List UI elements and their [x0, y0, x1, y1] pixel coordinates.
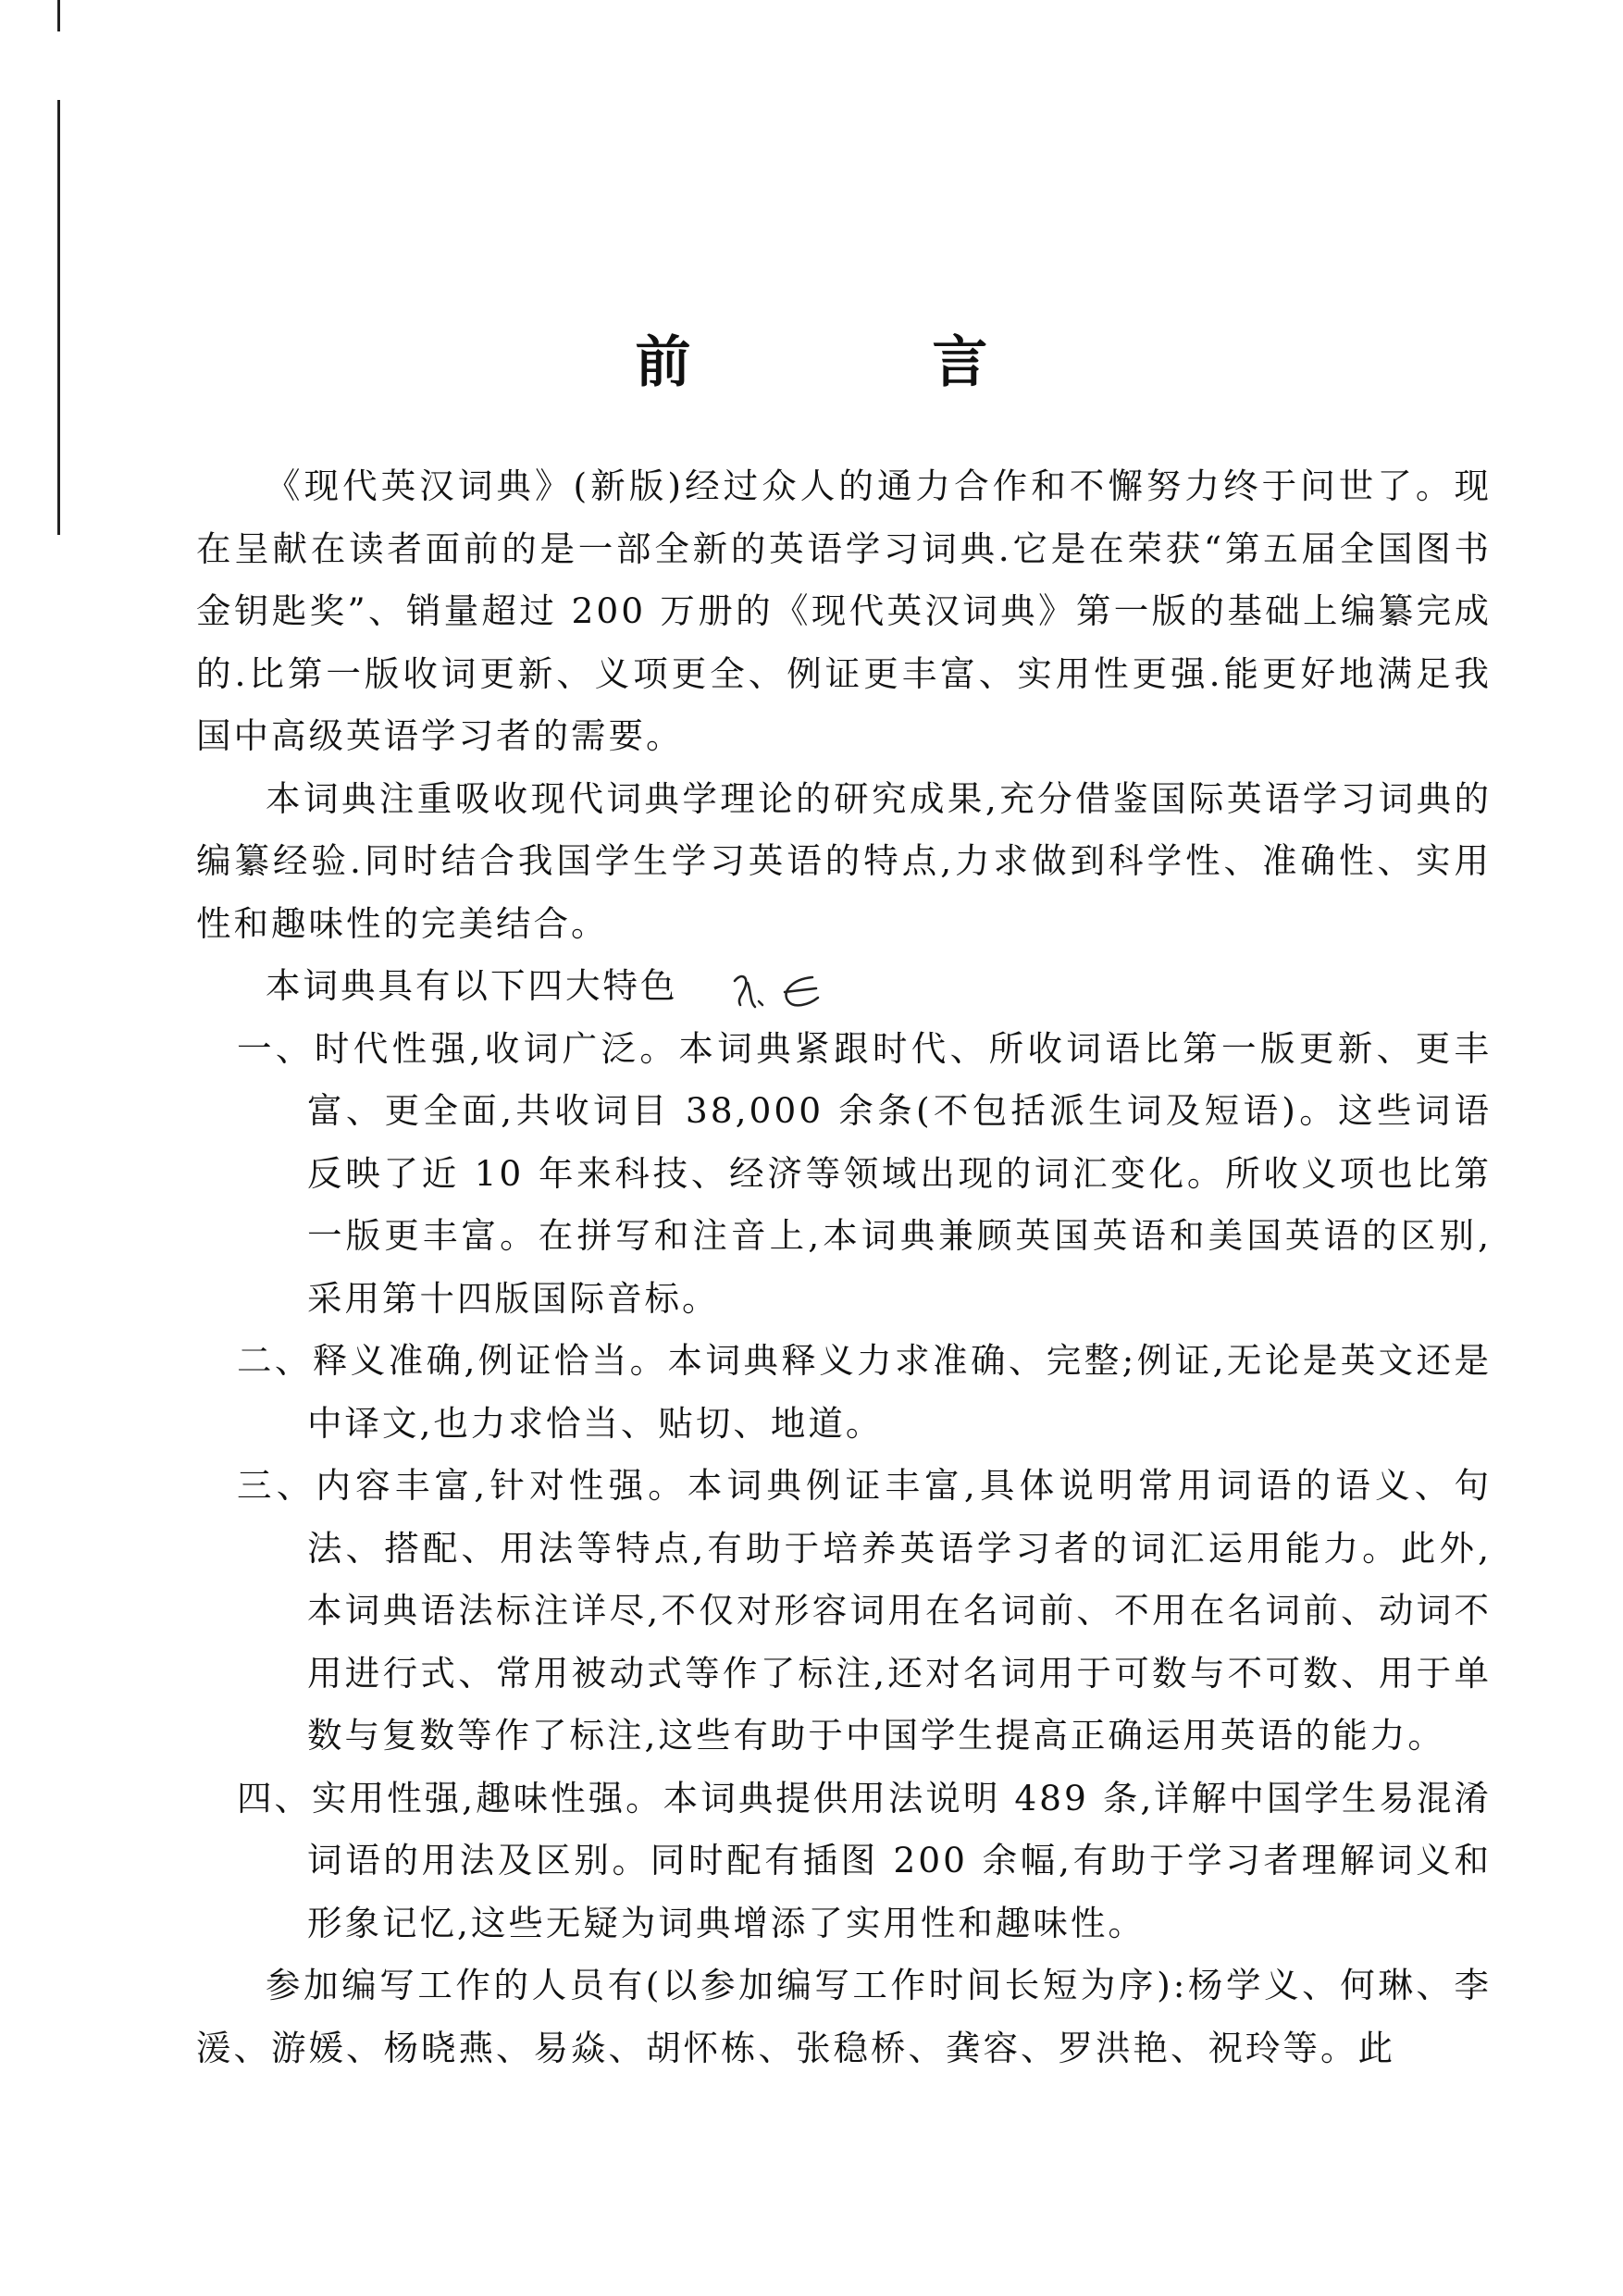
feature-item: 二、释义准确,例证恰当。本词典释义力求准确、完整;例证,无论是英文还是中译文,也力求恰当、贴切、地道。 [237, 1340, 1492, 1444]
feature-list [196, 1018, 1492, 1955]
scan-margin-line [57, 100, 60, 535]
paragraph-contributors: 参加编写工作的人员有(以参加编写工作时间长短为序):杨学义、何琳、李湲、游媛、杨晓燕、易焱、胡怀栋、张稳桥、龚容、罗洪艳、祝玲等。此 [196, 1965, 1492, 2068]
feature-item: 一、时代性强,收词广泛。本词典紧跟时代、所收词语比第一版更新、更丰富、更全面,共收词目 38,000 余条(不包括派生词及短语)。这些词语反映了近 10 年来科技、经济等领域出现的词汇变化。所收义项也比第一版更丰富。在拼写和注音上,本词典兼顾英国英语和美国英语的区别,采用第十四版国际音标。 [237, 1027, 1492, 1319]
page-title: 前 言 [635, 330, 1099, 396]
paragraph-principles: 本词典注重吸收现代词典学理论的研究成果,充分借鉴国际英语学习词典的编纂经验.同时结合我国学生学习英语的特点,力求做到科学性、准确性、实用性和趣味性的完美结合。 [196, 777, 1492, 944]
feature-item: 四、实用性强,趣味性强。本词典提供用法说明 489 条,详解中国学生易混淆词语的用法及区别。同时配有插图 200 余幅,有助于学习者理解词义和形象记忆,这些无疑为词典增添了实用性和趣味性。 [237, 1777, 1492, 1943]
paragraph-intro: 《现代英汉词典》(新版)经过众人的通力合作和不懈努力终于问世了。现在呈献在读者面前的是一部全新的英语学习词典.它是在荣获“第五届全国图书金钥匙奖”、销量超过 200 万册的《现代英汉词典》第一版的基础上编纂完成的.比第一版收词更新、义项更全、例证更丰富、实用性更强.能更好地满足我国中高级英语学习者的需要。 [196, 465, 1492, 756]
paragraph-features-lead: 本词典具有以下四大特色 [266, 965, 678, 1006]
feature-item: 三、内容丰富,针对性强。本词典例证丰富,具体说明常用词语的语义、句法、搭配、用法等特点,有助于培养英语学习者的词汇运用能力。此外,本词典语法标注详尽,不仅对形容词用在名词前、不用在名词前、动词不用进行式、常用被动式等作了标注,还对名词用于可数与不可数、用于单数与复数等作了标注,这些有助于中国学生提高正确运用英语的能力。 [237, 1465, 1492, 1756]
handwritten-signature [727, 964, 838, 1018]
preface-body [196, 450, 1492, 2079]
scan-margin-line-top [57, 0, 60, 31]
